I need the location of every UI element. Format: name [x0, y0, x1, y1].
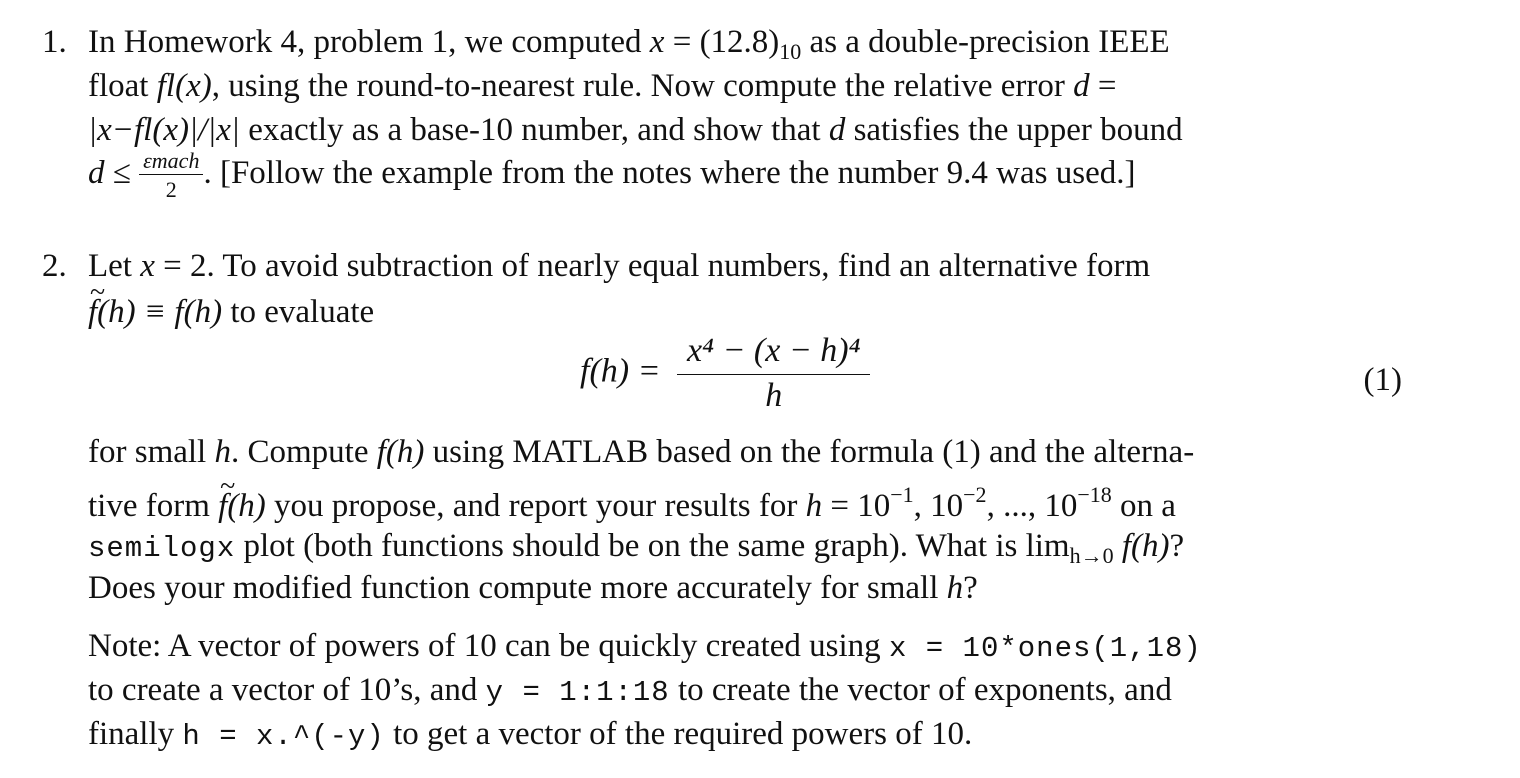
- problem-2-line-5: [88, 530, 1184, 567]
- subscript: mach: [151, 148, 200, 173]
- text: using MATLAB based on the formula (1) and the alterna-: [424, 434, 1195, 470]
- text: as a double-precision IEEE: [801, 24, 1170, 60]
- superscript: −18: [1077, 482, 1112, 507]
- text: to create the vector of exponents, and: [669, 672, 1172, 708]
- text: Does your modified function compute more accurately for small: [88, 570, 947, 606]
- text: = 10: [822, 488, 891, 524]
- text: ≤: [104, 155, 140, 192]
- text: . [Follow the example from the notes where the number 9.4 was used.]: [203, 155, 1136, 192]
- equation-fraction: [677, 334, 870, 413]
- math-h: h: [805, 488, 823, 524]
- math-abs: |x−fl(x)|/|x|: [88, 112, 240, 148]
- math: (h): [183, 294, 223, 330]
- text: to create a vector of 10’s, and: [88, 672, 486, 708]
- math-h: h: [946, 570, 964, 606]
- note-line-1: [88, 630, 1202, 663]
- math-f-of-h: f(h): [376, 434, 425, 470]
- fraction-eps-over-2: [139, 150, 203, 201]
- text: exactly as a base-10 number, and show that: [239, 112, 829, 148]
- text: , ..., 10: [986, 488, 1078, 524]
- text: plot (both functions should be on the same graph). What is lim: [235, 528, 1070, 564]
- equation-label: (1): [1363, 362, 1402, 398]
- text: finally: [88, 716, 183, 752]
- math-fl: fl: [156, 68, 176, 104]
- text: ?: [1169, 528, 1185, 564]
- math-f-tilde: ~ f: [218, 490, 227, 523]
- note-line-2: [88, 674, 1172, 707]
- math-d: d: [828, 112, 846, 148]
- text: In Homework 4, problem 1, we computed: [88, 24, 650, 60]
- text: . Compute: [230, 434, 377, 470]
- text: you propose, and report your results for: [265, 488, 806, 524]
- math: (h) ≡: [97, 294, 175, 330]
- fraction-denominator: 2: [165, 177, 177, 202]
- math-f-of-h: f(h): [1113, 528, 1170, 564]
- code-semilogx: semilogx: [88, 532, 236, 565]
- text: satisfies the upper bound: [845, 112, 1183, 148]
- text: ?: [963, 570, 978, 606]
- equation-denominator: h: [765, 377, 783, 414]
- text: Let: [88, 248, 141, 284]
- text: float: [88, 68, 157, 104]
- math: (h): [227, 488, 266, 524]
- problem-2-number: 2.: [42, 248, 67, 284]
- problem-2-line-2: [88, 296, 374, 329]
- equation-lhs: f(h) =: [580, 352, 661, 390]
- text: , using the round-to-nearest rule. Now compute the relative error: [211, 68, 1074, 104]
- subscript: 10: [779, 39, 802, 64]
- problem-1-line-4: [88, 150, 1135, 201]
- text: , 10: [913, 488, 964, 524]
- code-power: h = x.^(-y): [182, 720, 385, 753]
- superscript: −1: [890, 482, 914, 507]
- equation-numerator: x⁴ − (x − h)⁴: [677, 334, 870, 375]
- math-x: x: [140, 248, 155, 284]
- problem-2-line-3: [88, 436, 1194, 469]
- math-f-tilde: ~ f: [88, 296, 97, 329]
- text: to get a vector of the required powers of 10.: [384, 716, 973, 752]
- problem-1-number: 1.: [42, 24, 67, 60]
- problem-1-line-3: [88, 114, 1183, 147]
- problem-2-line-4: [88, 484, 1176, 523]
- math-x: (x): [175, 68, 212, 104]
- text: to evaluate: [222, 294, 375, 330]
- note-line-3: [88, 718, 972, 751]
- text: on a: [1111, 488, 1176, 524]
- code-range: y = 1:1:18: [485, 676, 670, 709]
- subscript: h→0: [1069, 543, 1114, 568]
- equation-1: [580, 334, 870, 413]
- math-x: x: [649, 24, 665, 60]
- math-d: d: [1073, 68, 1090, 104]
- text: = 2. To avoid subtraction of nearly equal numbers, find an alternative form: [154, 248, 1151, 284]
- text: tive form: [88, 488, 219, 524]
- text: =: [1089, 68, 1117, 104]
- math-f: f: [174, 294, 184, 330]
- epsilon: ε: [143, 148, 152, 173]
- problem-1-line-2: [88, 70, 1116, 103]
- fraction-numerator: [139, 150, 203, 175]
- problem-2-line-6: [88, 572, 978, 605]
- text: Note: A vector of powers of 10 can be quickly created using: [88, 628, 889, 664]
- superscript: −2: [963, 482, 987, 507]
- math-h: h: [214, 434, 231, 470]
- math-d: d: [88, 155, 105, 192]
- problem-1-line-1: [88, 26, 1170, 63]
- text: = (12.8): [664, 24, 780, 60]
- text: for small: [88, 434, 215, 470]
- problem-2-line-1: [88, 250, 1150, 283]
- code-ones: x = 10*ones(1,18): [888, 632, 1202, 665]
